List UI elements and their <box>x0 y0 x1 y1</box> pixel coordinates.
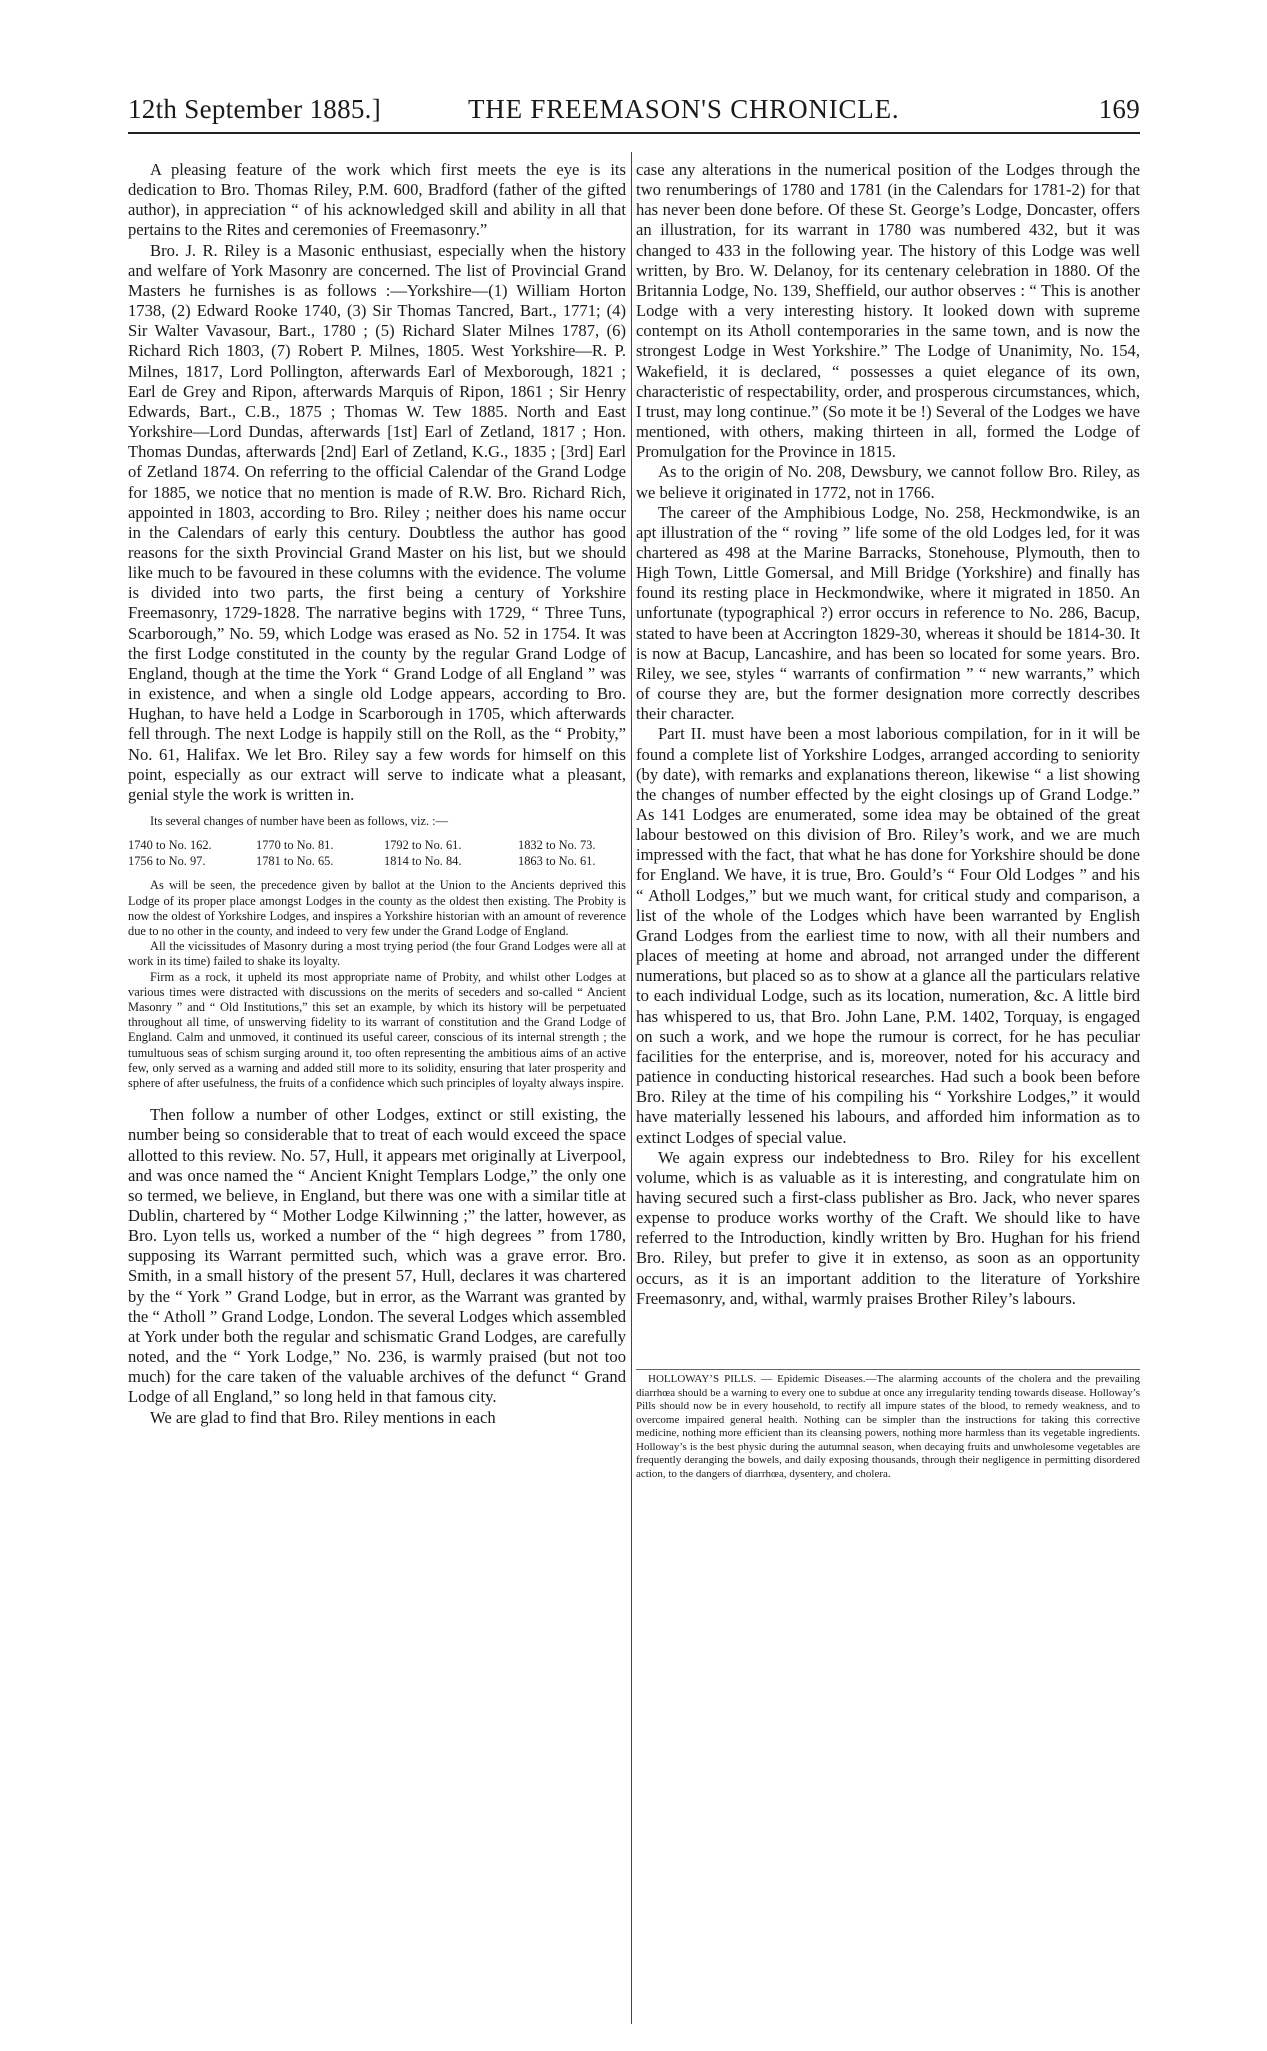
changes-cell: 1781 to No. 65. <box>256 853 334 868</box>
quoted-paragraph: As will be seen, the precedence given by ballot at the Union to the Ancients deprived this Lodge of its proper place amongst Lodges in the county as the oldest then existing. The Probity is now the oldest of Yorkshire Lodges, and inspires a Yorkshire historian with an amount of reverence due to no other in the county, and indeed to very few under the Grand Lodge of England. <box>128 878 626 938</box>
article-paragraph: Bro. J. R. Riley is a Masonic enthusiast, especially when the history and welfare of York Masonry are concerned. The list of Provincial Grand Masters he furnishes is as follows :—Yorkshire—(1) William Horton 1738, (2) Edward Rooke 1740, (3) Sir Thomas Tancred, Bart., 1771; (4) Sir Walter Vavasour, Bart., 1780 ; (5) Richard Slater Milnes 1787, (6) Richard Rich 1803, (7) Robert P. Milnes, 1805. West Yorkshire—R. P. Milnes, 1817, Lord Pollington, afterwards Earl of Mexborough, 1821 ; Earl de Grey and Ripon, afterwards Marquis of Ripon, 1861 ; Sir Henry Edwards, Bart., C.B., 1875 ; Thomas W. Tew 1885. North and East Yorkshire—Lord Dundas, afterwards [1st] Earl of Zetland, 1817 ; Hon. Thomas Dundas, afterwards [2nd] Earl of Zetland, K.G., 1835 ; [3rd] Earl of Zetland 1874. On referring to the official Calendar of the Grand Lodge for 1885, we notice that no mention is made of R.W. Bro. Richard Rich, appointed in 1803, according to Bro. Riley ; neither does his name occur in the Calendars of early this century. Doubtless the author has good reasons for the sixth Provincial Grand Master on his list, but we should like much to be favoured in these columns with the evidence. The volume is divided into two parts, the first being a century of Yorkshire Freemasonry, 1729-1828. The narrative begins with 1729, “ Three Tuns, Scarborough,” No. 59, which Lodge was erased as No. 52 in 1754. It was the first Lodge constituted in the county by the regular Grand Lodge of England, though at the time the York “ Grand Lodge of all England ” was in existence, and when a single old Lodge appears, according to Bro. Hughan, to have held a Lodge in Scarborough in 1705, which afterwards fell through. The next Lodge is happily still on the Roll, as the “ Probity,” No. 61, Halifax. We let Bro. Riley say a few words for himself on this point, especially as our extract will serve to indicate what a pleasant, genial style the work is written in. <box>128 240 626 804</box>
article-paragraph: Part II. must have been a most laborious compilation, for in it will be found a complete list of Yorkshire Lodges, arranged according to seniority (by date), with remarks and explanations thereon, likewise “ a list showing the changes of number effected by the eight closings up of Grand Lodge.” As 141 Lodges are enumerated, some idea may be obtained of the great labour bestowed on this division of Bro. Riley’s work, and we are much impressed with the fact, that what he has done for Yorkshire should be done for England. We have, it is true, Bro. Gould’s “ Four Old Lodges ” and his “ Atholl Lodges,” but we much want, for critical study and comparison, a list of the whole of the Lodges which have been warranted by English Grand Lodges from the earliest time to now, with all their numbers and places of meeting at home and abroad, not arranged under the different numerations, but placed so as to show at a glance all the particulars relative to each individual Lodge, such as its location, numeration, &c. A little bird has whispered to us, that Bro. John Lane, P.M. 1402, Torquay, is engaged on such a work, and we hope the rumour is correct, for he has peculiar facilities for the enterprise, and is, moreover, noted for his accuracy and patience in conducting historical researches. Had such a book been before Bro. Riley at the time of his compiling his “ Yorkshire Lodges,” it would have materially lessened his labours, and afforded him information as to extinct Lodges of special value. <box>636 724 1140 1147</box>
changes-intro: Its several changes of number have been as follows, viz. :— <box>150 814 448 828</box>
changes-cell: 1740 to No. 162. <box>128 838 212 853</box>
right-column <box>636 160 1140 1482</box>
article-paragraph: Then follow a number of other Lodges, extinct or still existing, the number being so considerable that to treat of each would exceed the space allotted to this review. No. 57, Hull, it appears met originally at Liverpool, and was once named the “ Ancient Knight Templars Lodge,” the only one so termed, we believe, in England, but there was one with a similar title at Dublin, chartered by “ Mother Lodge Kilwinning ;” the latter, however, as Bro. Lyon tells us, worked a number of the “ high degrees ” from 1780, supposing its Warrant permitted such, which was a grave error. Bro. Smith, in a small history of the present 57, Hull, declares it was chartered by the “ York ” Grand Lodge, but in error, as the Warrant was granted by the “ Atholl ” Grand Lodge, London. The several Lodges which assembled at York under both the regular and schismatic Grand Lodges, are carefully noted, and the “ York Lodge,” No. 236, is warmly praised (but not too much) for the care taken of the valuable archives of the defunct “ Grand Lodge of all England,” so long held in that famous city. <box>128 1105 626 1407</box>
changes-table <box>128 838 626 869</box>
issue-date: 12th September 1885.] <box>128 94 382 124</box>
holloways-pills-advert: HOLLOWAY’S PILLS. — Epidemic Diseases.—The alarming accounts of the cholera and the prevailing diarrhœa should be a warning to every one to subdue at once any irregularity tending towards disease. Holloway’s Pills should now be in every household, to rectify all impure states of the blood, to remedy weakness, and to overcome impaired general health. Nothing can be simpler than the instructions for taking this corrective medicine, nothing more efficient than its cleansing powers, nothing more harmless than its vegetable ingredients. Holloway’s is the best physic during the autumnal season, when decaying fruits and unwholesome vegetables are frequently deranging the bowels, and daily exposing thousands, through their negligence in permitting disordered action, to the dangers of diarrhœa, dysentery, and cholera. <box>636 1369 1140 1482</box>
changes-row <box>128 838 626 854</box>
publication-title: THE FREEMASON'S CHRONICLE. <box>468 94 900 124</box>
page-header <box>128 94 1140 134</box>
article-paragraph: We again express our indebtedness to Bro. Riley for his excellent volume, which is as valuable as it is interesting, and congratulate him on having secured such a first-class publisher as Bro. Jack, who never spares expense to produce works worthy of the Craft. We should like to have referred to the Introduction, kindly written by Bro. Hughan for his friend Bro. Riley, but prefer to give it in extenso, as soon as an opportunity occurs, as it is an important addition to the literature of Yorkshire Freemasonry, and, withal, warmly praises Brother Riley’s labours. <box>636 1147 1140 1308</box>
quoted-paragraph: Firm as a rock, it upheld its most appropriate name of Probity, and whilst other Lodges at various times were distracted with discussions on the merits of seceders and so-called “ Ancient Masonry ” and “ Old Institutions,” this set an example, by which its history will be perpetuated throughout all time, of unswerving fidelity to its warrant of constitution and the Grand Lodge of England. Calm and unmoved, it continued its useful career, conscious of its internal strength ; the tumultuous seas of schism surging around it, too often representing the ambitious aims of an active few, only served as a warning and added still more to its solidity, ensuring that later prosperity and sphere of after usefulness, the fruits of a confidence which such principles of loyalty always inspire. <box>128 969 626 1091</box>
changes-cell: 1863 to No. 61. <box>518 853 596 868</box>
article-paragraph: A pleasing feature of the work which first meets the eye is its dedication to Bro. Thomas Riley, P.M. 600, Bradford (father of the gifted author), in appreciation “ of his acknowledged skill and ability in all that pertains to the Rites and ceremonies of Freemasonry.” <box>128 160 626 240</box>
header-rule <box>128 132 1140 134</box>
article-paragraph: As to the origin of No. 208, Dewsbury, we cannot follow Bro. Riley, as we believe it originated in 1772, not in 1766. <box>636 462 1140 502</box>
changes-cell: 1792 to No. 61. <box>384 838 462 853</box>
changes-cell: 1770 to No. 81. <box>256 838 334 853</box>
changes-cell: 1832 to No. 73. <box>518 838 596 853</box>
article-paragraph: We are glad to find that Bro. Riley mentions in each <box>150 1407 496 1427</box>
quoted-paragraph: All the vicissitudes of Masonry during a most trying period (the four Grand Lodges were all at work in its time) failed to shake its loyalty. <box>128 939 626 969</box>
article-paragraph: case any alterations in the numerical position of the Lodges through the two renumberings of 1780 and 1781 (in the Calendars for 1781-2) for that has never been done before. Of these St. George’s Lodge, Doncaster, offers an illustration, for its warrant in 1780 was numbered 432, but it was changed to 433 in the following year. The history of this Lodge was well written, by Bro. W. Delanoy, for its centenary celebration in 1880. Of the Britannia Lodge, No. 139, Sheffield, our author observes : “ This is another Lodge with a very interesting history. It looked down with supreme contempt on its Atholl contemporaries in the same town, and is now the strongest Lodge in West Yorkshire.” The Lodge of Unanimity, No. 154, Wakefield, it is declared, “ possesses a quiet elegance of its own, characteristic of respectability, order, and prosperous circumstances, which, I trust, may long continue.” (So mote it be !) Several of the Lodges we have mentioned, with others, making thirteen in all, formed the Lodge of Promulgation for the Province in 1815. <box>636 160 1140 462</box>
changes-cell: 1814 to No. 84. <box>384 853 462 868</box>
changes-cell: 1756 to No. 97. <box>128 853 206 868</box>
article-paragraph: The career of the Amphibious Lodge, No. 258, Heckmondwike, is an apt illustration of the “ roving ” life some of the old Lodges led, for it was chartered as 498 at the Marine Barracks, Stonehouse, Plymouth, then to High Town, Little Gomersal, and Mill Bridge (Yorkshire) and finally has found its resting place in Heckmondwike, where it migrated in 1850. An unfortunate (typographical ?) error occurs in reference to No. 286, Bacup, stated to have been at Accrington 1829-30, whereas it should be 1814-30. It is now at Bacup, Lancashire, and has been so located for some years. Bro. Riley, we see, styles “ warrants of confirmation ” “ new warrants,” which of course they are, but the former designation more correctly describes their character. <box>636 502 1140 724</box>
column-divider <box>631 152 632 2024</box>
changes-row <box>128 854 626 870</box>
left-column <box>128 160 626 1428</box>
page-number: 169 <box>1098 94 1140 124</box>
